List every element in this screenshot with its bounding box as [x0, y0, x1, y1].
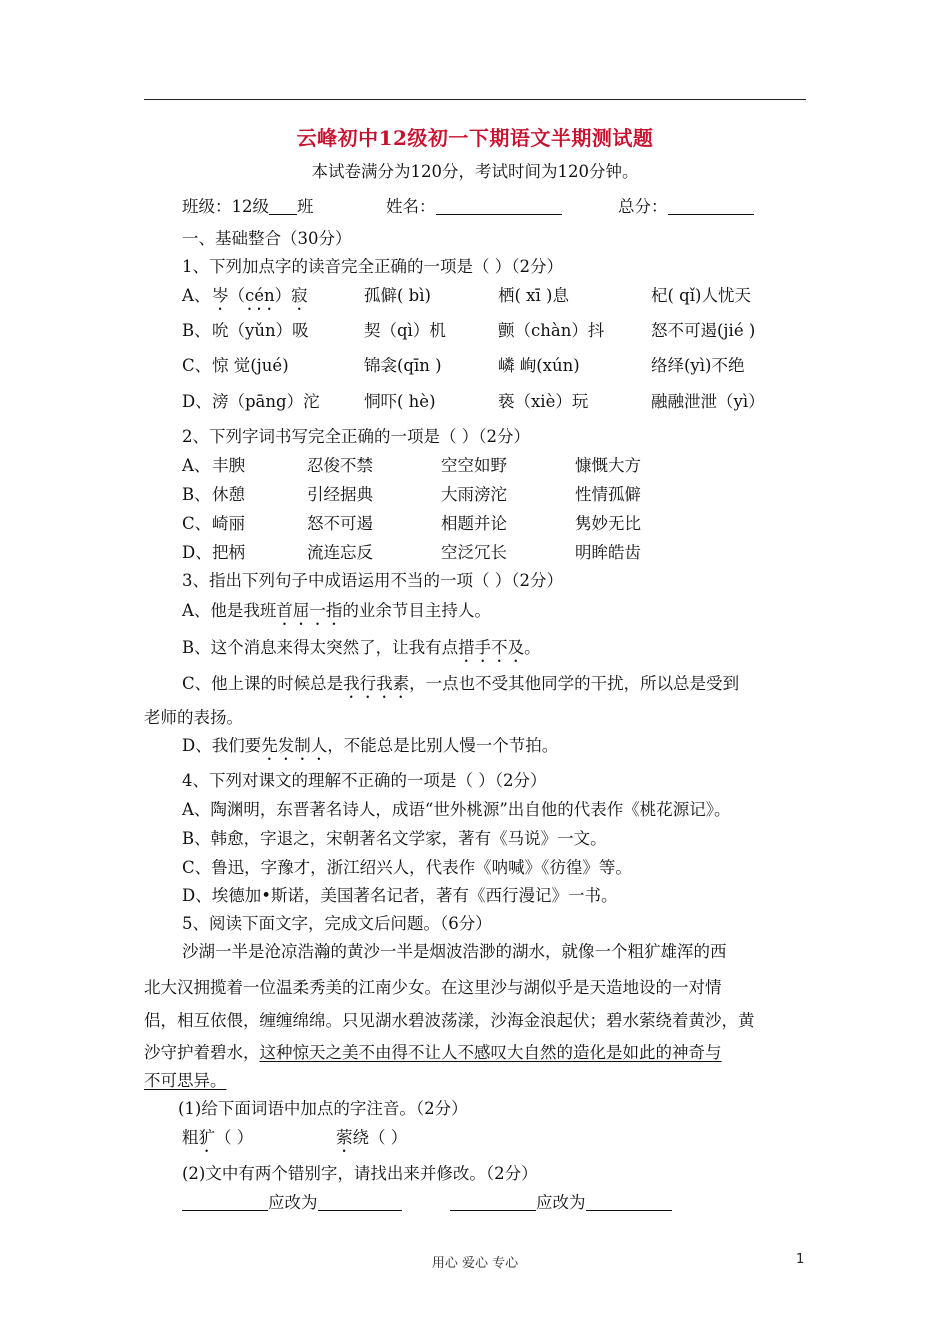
passage-line: 沙守护着碧水，这种惊天之美不由得不让人不感叹大自然的造化是如此的神奇与	[144, 1043, 722, 1062]
passage-line: 侣，相互依偎，缠缠绵绵。只见湖水碧波荡漾，沙海金浪起伏；碧水萦绕着黄沙，黄	[144, 1011, 755, 1030]
emphasized-idiom: 先发制人	[261, 736, 328, 755]
q2-b-4: 性情孤僻	[575, 485, 641, 504]
q2-option-letter: C、	[182, 514, 212, 533]
name-blank[interactable]	[436, 197, 562, 215]
header-rule	[144, 99, 806, 100]
q1-a-1: 岑（cén）寂	[212, 286, 308, 305]
q3-stem: 3、指出下列句子中成语运用不当的一项（ ）（2分）	[182, 571, 563, 590]
page-number: 1	[796, 1252, 805, 1267]
passage-line	[144, 1070, 227, 1092]
q2-c-2: 怒不可遏	[307, 514, 373, 533]
q1-b-3: 颤（chàn）抖	[498, 321, 605, 340]
q2-c-3: 相题并论	[441, 514, 507, 533]
answer-blank[interactable]	[182, 1193, 268, 1211]
score-blank[interactable]	[668, 197, 754, 215]
q1-b-2: 契（qì）机	[364, 321, 446, 340]
q1-d-1: 滂（pāng）沱	[212, 392, 320, 411]
q1-b-1: 吮（yǔn）吸	[212, 321, 309, 340]
emphasized-idiom: 措手不及	[458, 638, 525, 657]
emphasized-idiom: 我行我素	[343, 674, 410, 693]
q2-b-3: 大雨滂沱	[441, 485, 507, 504]
q4-stem: 4、下列对课文的理解不正确的一项是（ ）（2分）	[182, 771, 547, 790]
footer-slogan: 用心 爱心 专心	[431, 1256, 519, 1271]
q2-c-4: 隽妙无比	[575, 514, 641, 533]
emphasized-idiom: 首屈一指	[276, 601, 343, 620]
q5-stem: 5、阅读下面文字，完成文后问题。（6分）	[182, 914, 492, 933]
q1-option-letter: C、	[182, 356, 212, 375]
name-field	[386, 196, 562, 218]
q1-b-4: 怒不可遏(jié )	[651, 321, 756, 340]
q1-option-letter: B、	[182, 321, 211, 340]
q2-b-1: 休憩	[212, 485, 245, 504]
q1-c-2: 锦衾(qīn )	[364, 356, 442, 375]
q2-b-2: 引经据典	[307, 485, 373, 504]
q2-d-4: 明眸皓齿	[575, 543, 641, 562]
q5-sub2: (2)文中有两个错别字，请找出来并修改。（2分）	[182, 1164, 538, 1183]
class-suffix: 班	[297, 197, 314, 216]
q4-option-c: C、鲁迅，字豫才，浙江绍兴人，代表作《呐喊》《彷徨》等。	[182, 858, 632, 877]
score-field	[618, 196, 754, 218]
q2-d-1: 把柄	[212, 543, 245, 562]
answer-blank[interactable]	[586, 1193, 672, 1211]
q2-option-letter: B、	[182, 485, 211, 504]
q2-stem: 2、下列字词书写完全正确的一项是（ ）（2分）	[182, 427, 530, 446]
underlined-sentence: 这种惊天之美不由得不让人不感叹大自然的造化是如此的神奇与	[259, 1043, 722, 1062]
q2-a-4: 慷慨大方	[575, 456, 641, 475]
answer-blank[interactable]	[450, 1193, 536, 1211]
q1-c-4: 络绎(yì)不绝	[651, 356, 745, 375]
q4-option-a: A、陶渊明，东晋著名诗人，成语“世外桃源”出自他的代表作《桃花源记》。	[182, 800, 731, 819]
q3-option-b: B、这个消息来得太突然了，让我有点措手不及。	[182, 638, 541, 657]
q1-a-2: 孤僻( bì)	[364, 286, 431, 305]
passage-line: 沙湖一半是沧凉浩瀚的黄沙一半是烟波浩渺的湖水，就像一个粗犷雄浑的西	[182, 942, 727, 961]
q3-option-c: C、他上课的时候总是我行我素，一点也不受其他同学的干扰，所以总是受到	[182, 674, 740, 693]
passage-line: 北大汉拥揽着一位温柔秀美的江南少女。在这里沙与湖似乎是天造地设的一对情	[144, 978, 722, 997]
pinyin-item-1: 粗犷（ ）	[182, 1128, 254, 1147]
q1-option-letter: D、	[182, 392, 212, 411]
q2-a-1: 丰腴	[212, 456, 245, 475]
name-label: 姓名：	[386, 197, 436, 216]
q3-option-c-cont: 老师的表扬。	[144, 708, 243, 727]
q1-c-3: 嶙 峋(xún)	[498, 356, 580, 375]
exam-subtitle: 本试卷满分为120分，考试时间为120分钟。	[311, 162, 639, 181]
q4-option-d: D、埃德加•斯诺，美国著名记者，著有《西行漫记》一书。	[182, 886, 618, 905]
correction-row-1: 应改为	[182, 1192, 402, 1214]
q2-d-2: 流连忘反	[307, 543, 373, 562]
q1-c-1: 惊 觉(jué)	[212, 356, 289, 375]
class-blank[interactable]	[269, 197, 297, 215]
class-label: 班级：12级	[182, 197, 269, 216]
q2-option-letter: D、	[182, 543, 212, 562]
q1-option-letter: A、	[182, 286, 211, 305]
q2-a-2: 忍俊不禁	[307, 456, 373, 475]
q1-stem: 1、下列加点字的读音完全正确的一项是（ ）（2分）	[182, 257, 563, 276]
pinyin-item-2: 萦绕（ ）	[336, 1128, 408, 1147]
q4-option-b: B、韩愈，字退之，宋朝著名文学家，著有《马说》一文。	[182, 829, 607, 848]
class-field	[182, 196, 314, 218]
q5-sub1: (1)给下面词语中加点的字注音。（2分）	[178, 1099, 468, 1118]
q1-a-4: 杞( qǐ)人忧天	[651, 286, 751, 305]
q2-c-1: 崎丽	[212, 514, 245, 533]
q3-option-a: A、他是我班首屈一指的业余节目主持人。	[182, 601, 491, 620]
q2-d-3: 空泛冗长	[441, 543, 507, 562]
underlined-sentence: 不可思异。	[144, 1071, 227, 1090]
correction-row-2: 应改为	[450, 1192, 672, 1214]
q1-d-2: 恫吓( hè)	[364, 392, 436, 411]
q3-option-d: D、我们要先发制人，不能总是比别人慢一个节拍。	[182, 736, 559, 755]
q1-d-4: 融融泄泄（yì）	[651, 392, 765, 411]
score-label: 总分：	[618, 197, 668, 216]
section-heading: 一、基础整合（30分）	[182, 229, 352, 248]
exam-title: 云峰初中12级初一下期语文半期测试题	[296, 126, 654, 150]
q2-a-3: 空空如野	[441, 456, 507, 475]
answer-blank[interactable]	[318, 1193, 402, 1211]
q2-option-letter: A、	[182, 456, 211, 475]
q1-d-3: 亵（xiè）玩	[498, 392, 589, 411]
q1-a-3: 栖( xī )息	[498, 286, 569, 305]
